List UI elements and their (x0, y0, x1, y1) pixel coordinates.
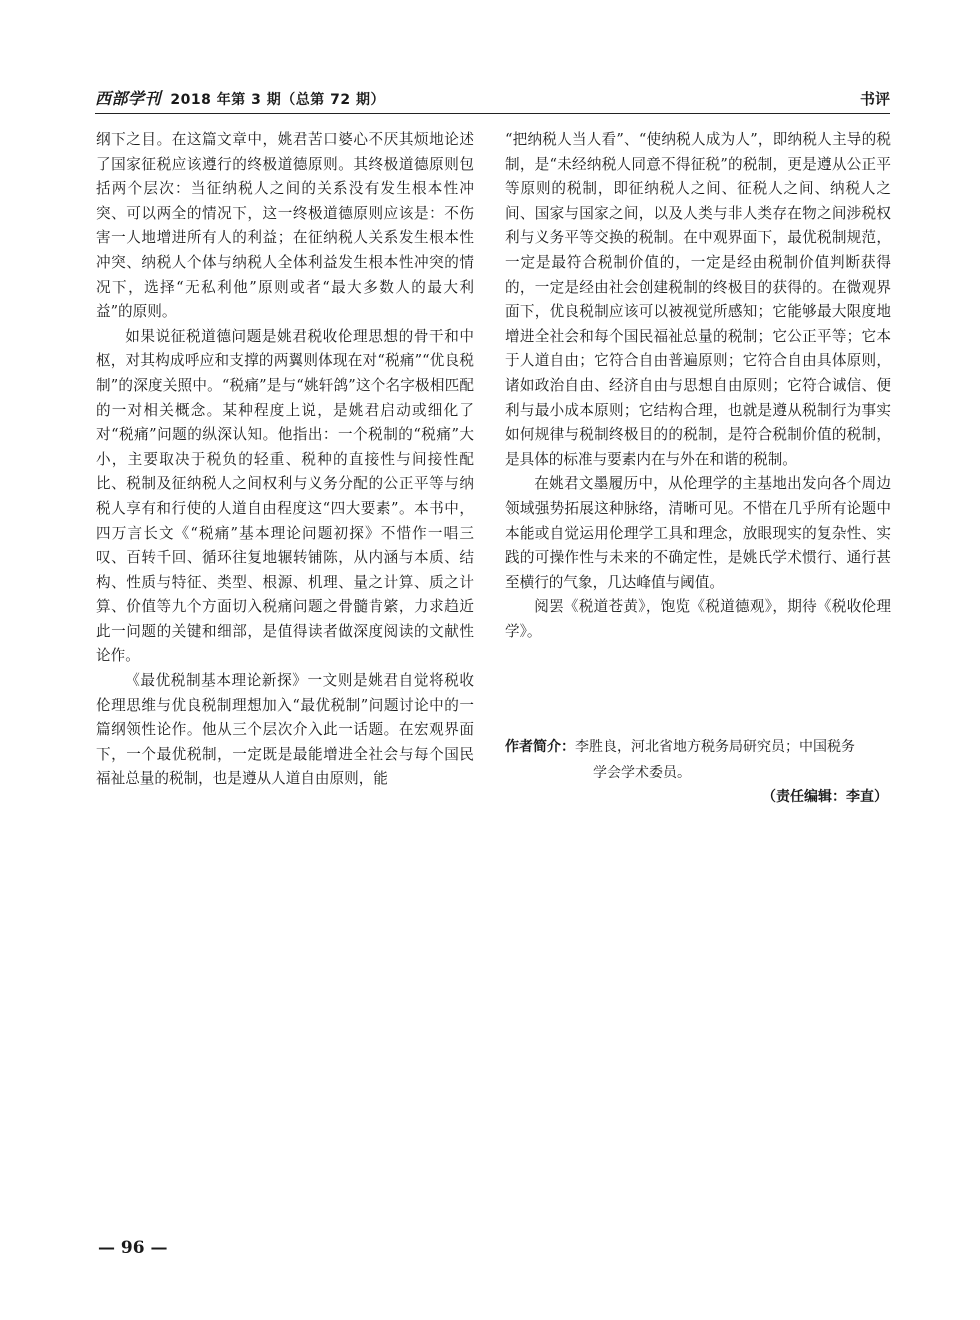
section-label: 书评 (859, 90, 890, 108)
paragraph: 在姚君文墨履历中，从伦理学的主基地出发向各个周边领域强势拓展这种脉络，清晰可见。不惜在几乎所有论题中本能或自觉运用伦理学工具和理念，放眼现实的复杂性、实践的可操作性与未来的不确定性，是姚氏学术惯行、通行甚至横行的气象，几达峰值与阈值。 (505, 475, 891, 591)
paragraph: 如果说征税道德问题是姚君税收伦理思想的骨干和中枢，对其构成呼应和支撑的两翼则体现在对“税痛”“优良税制”的深度关照中。“税痛”是与“姚轩鸽”这个名字极相匹配的一对相关概念。某种程度上说，是姚君启动或细化了对“税痛”问题的纵深认知。他指出：一个税制的“税痛”大小，主要取决于税负的轻重、税种的直接性与间接性配比、税制及征纳税人之间权利与义务分配的公正平等与纳税人享有和行使的人道自由程度这“四大要素”。本书中，四万言长文《“税痛”基本理论问题初探》不惜作一唱三叹、百转千回、循环往复地辗转铺陈，从内涵与本质、结构、性质与特征、类型、根源、机理、量之计算、质之计算、价值等九个方面切入税痛问题之骨髓肯綮，力求趋近此一问题的关键和细部，是值得读者做深度阅读的文献性论作。 (96, 327, 474, 665)
issue-info: 2018 年第 3 期（总第 72 期） (170, 92, 385, 108)
author-bio-line (505, 734, 895, 760)
author-bio (505, 734, 895, 786)
running-header (95, 86, 890, 110)
journal-info (95, 86, 385, 109)
page-number: — 96 — (98, 1238, 168, 1258)
paragraph: 纲下之目。在这篇文章中，姚君苦口婆心不厌其烦地论述了国家征税应该遵行的终极道德原则。其终极道德原则包括两个层次：当征纳税人之间的关系没有发生根本性冲突、可以两全的情况下，这一终极道德原则应该是：不伤害一人地增进所有人的利益；在征纳税人关系发生根本性冲突、纳税人个体与纳税人全体利益发生根本性冲突的情况下，选择“无私利他”原则或者“最大多数人的最大利益”的原则。 (96, 131, 474, 321)
paragraph: 阅罢《税道苍黄》，饱览《税道德观》，期待《税收伦理学》。 (505, 598, 891, 640)
right-column (505, 128, 891, 644)
author-bio-continuation: 学会学术委员。 (593, 765, 691, 781)
author-bio-label: 作者简介： (505, 739, 575, 755)
header-divider (95, 113, 890, 114)
responsible-editor: （责任编辑：李直） (762, 789, 888, 805)
paragraph: “把纳税人当人看”、“使纳税人成为人”，即纳税人主导的税制，是“未经纳税人同意不得征税”的税制，更是遵从公正平等原则的税制，即征纳税人之间、征税人之间、纳税人之间、国家与国家之间，以及人类与非人类存在物之间涉税权利与义务平等交换的税制。在中观界面下，最优税制规范，一定是最符合税制价值的，一定是经由税制价值判断获得的，一定是经由社会创建税制的终极目的获得的。在微观界面下，优良税制应该可以被视觉所感知；它能够最大限度地增进全社会和每个国民福祉总量的税制；它公正平等；它本于人道自由；它符合自由普遍原则；它符合自由具体原则，诸如政治自由、经济自由与思想自由原则；它符合诚信、便利与最小成本原则；它结构合理，也就是遵从税制行为事实如何规律与税制终极目的的税制，是符合税制价值的税制，是具体的标准与要素内在与外在和谐的税制。 (505, 131, 891, 468)
author-bio-text: 李胜良，河北省地方税务局研究员；中国税务 (575, 739, 855, 755)
left-column (96, 128, 474, 792)
journal-logo: 西部学刊 (95, 89, 162, 108)
paragraph: 《最优税制基本理论新探》一文则是姚君自觉将税收伦理思维与优良税制理想加入“最优税制”问题讨论中的一篇纲领性论作。他从三个层次介入此一话题。在宏观界面下，一个最优税制，一定既是最能增进全社会与每个国民福祉总量的税制，也是遵从人道自由原则，能 (96, 672, 474, 788)
